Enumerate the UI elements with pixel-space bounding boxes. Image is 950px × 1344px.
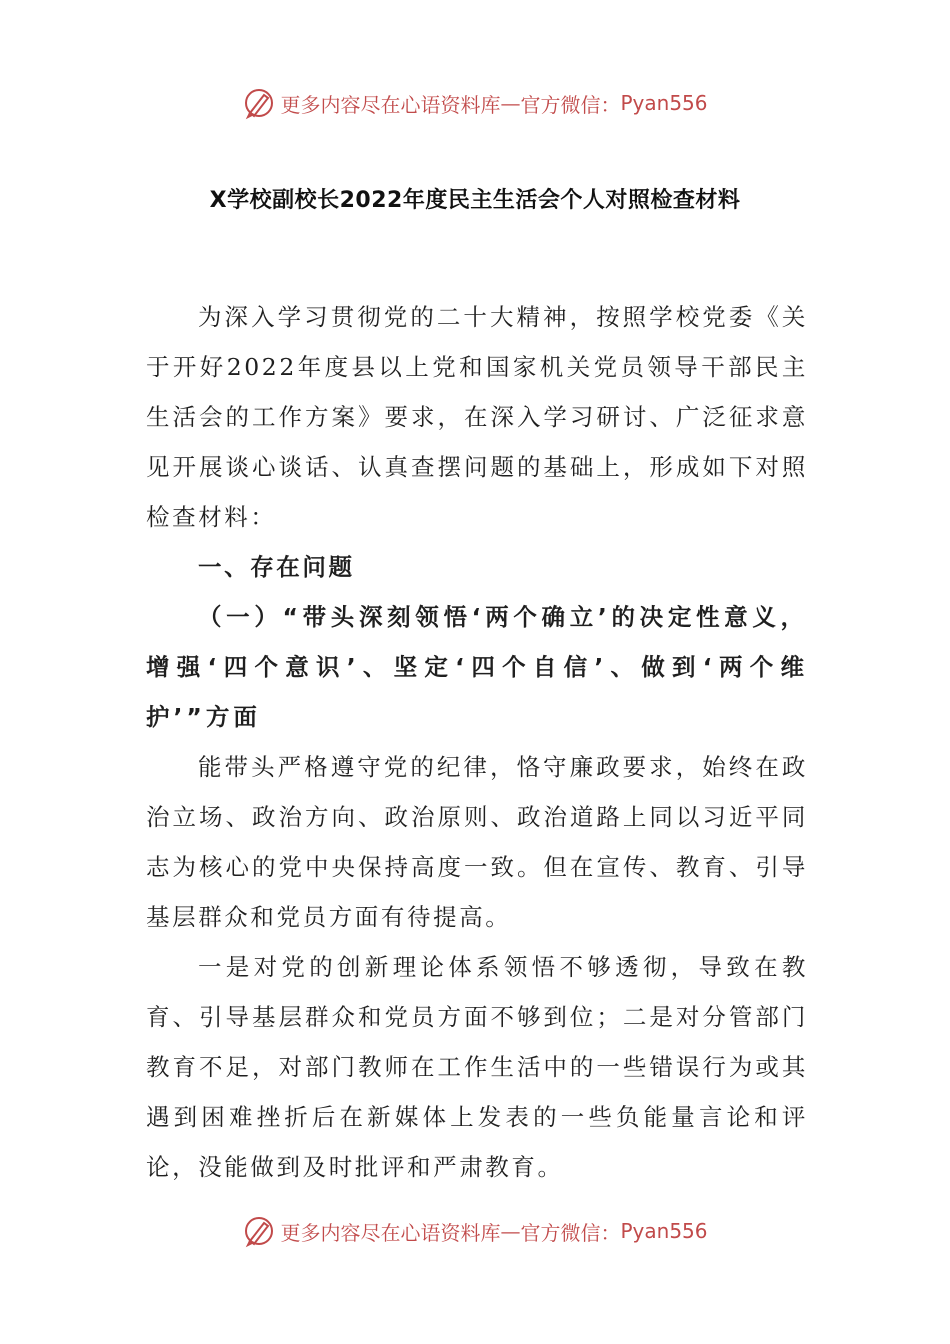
document-body	[146, 292, 808, 1192]
body-paragraph: 一是对党的创新理论体系领悟不够透彻，导致在教育、引导基层群众和党员方面不够到位；二是对分管部门教育不足，对部门教师在工作生活中的一些错误行为或其遇到困难挫折后在新媒体上发表的一些负能量言论和评论，没能做到及时批评和严肃教育。	[146, 953, 808, 1181]
pen-logo-icon	[242, 1214, 276, 1248]
watermark-contact-id: Pyan556	[620, 1219, 708, 1243]
watermark-separator: —	[500, 1219, 521, 1243]
watermark-header	[0, 83, 950, 123]
body-paragraph: 能带头严格遵守党的纪律，恪守廉政要求，始终在政治立场、政治方向、政治原则、政治道路上同以习近平同志为核心的党中央保持高度一致。但在宣传、教育、引导基层群众和党员方面有待提高。	[146, 753, 808, 931]
watermark-separator: —	[500, 91, 521, 115]
document-title: X学校副校长2022年度民主生活会个人对照检查材料	[209, 188, 741, 213]
watermark-footer	[0, 1211, 950, 1251]
subsection-heading: （一）“带头深刻领悟‘两个确立’的决定性意义，增强‘四个意识’、坚定‘四个自信’、做到‘两个维护’”方面	[146, 603, 808, 731]
watermark-contact-label: 官方微信：	[520, 92, 621, 117]
intro-paragraph: 为深入学习贯彻党的二十大精神，按照学校党委《关于开好2022年度县以上党和国家机关党员领导干部民主生活会的工作方案》要求，在深入学习研讨、广泛征求意见开展谈心谈话、认真查摆问题的基础上，形成如下对照检查材料：	[146, 303, 808, 531]
watermark-text: 更多内容尽在心语资料库	[280, 92, 501, 117]
watermark-contact-id: Pyan556	[620, 91, 708, 115]
watermark-contact-label: 官方微信：	[520, 1220, 621, 1245]
watermark-text: 更多内容尽在心语资料库	[280, 1220, 501, 1245]
section-heading: 一、存在问题	[198, 553, 355, 581]
pen-logo-icon	[242, 86, 276, 120]
